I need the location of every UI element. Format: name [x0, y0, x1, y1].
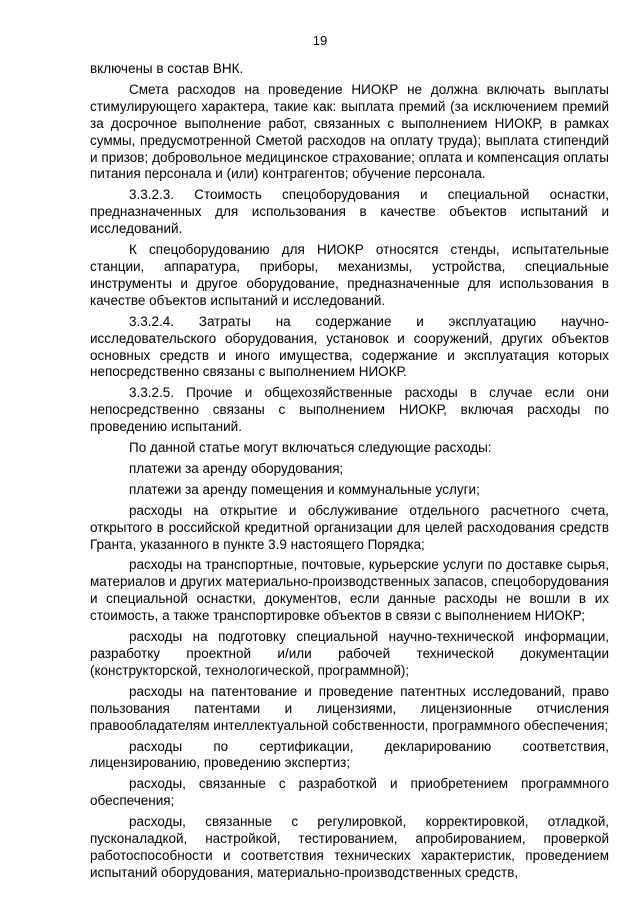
list-item: расходы на транспортные, почтовые, курьерские услуги по доставке сырья, материалов и других материально-производственных запасов, спецоборудования и специальной оснастки, документов, если данные расходы не вошли в их стоимость, а также транспортировке объектов в связи с выполнением НИОКР; — [90, 557, 609, 624]
document-body — [90, 61, 609, 886]
list-item: расходы, связанные с разработкой и приобретением программного обеспечения; — [90, 776, 609, 809]
page-number: 19 — [312, 33, 328, 48]
paragraph: К спецоборудованию для НИОКР относятся стенды, испытательные станции, аппаратура, приборы, механизмы, устройства, специальные инструменты и другое оборудование, предназначенные для использования в качестве объектов испытаний и исследований. — [90, 242, 609, 308]
list-item: расходы по сертификации, декларированию соответствия, лицензированию, проведению экспертиз; — [90, 738, 609, 771]
paragraph: 3.3.2.5. Прочие и общехозяйственные расходы в случае если они непосредственно связаны с выполнением НИОКР, включая расходы по проведению испытаний. — [90, 385, 609, 435]
paragraph: Смета расходов на проведение НИОКР не должна включать выплаты стимулирующего характера, такие как: выплата премий (за исключением премий за досрочное выполнение работ, связанных с выполнением НИОКР, в рамках суммы, предусмотренной Сметой расходов на оплату труда); выплата стипендий и призов; добровольное медицинское страхование; оплата и компенсация оплаты питания персонала и (или) контрагентов; обучение персонала. — [90, 81, 609, 182]
paragraph: По данной статье могут включаться следующие расходы: — [129, 440, 492, 456]
paragraph: включены в состав ВНК. — [90, 61, 244, 76]
list-item: расходы на открытие и обслуживание отдельного расчетного счета, открытого в российской кредитной организации для целей расходования средств Гранта, указанного в пункте 3.9 настоящего Порядка; — [90, 502, 609, 552]
list-item: расходы на подготовку специальной научно-технической информации, разработку проектной и/или рабочей технической документации (конструкторской, технологической, программной); — [90, 629, 609, 678]
list-item: расходы на патентование и проведение патентных исследований, право пользования патентами и лицензиями, лицензионные отчисления правообладателям интеллектуальной собственности, программного обеспечения; — [90, 683, 609, 733]
list-item: платежи за аренду помещения и коммунальные услуги; — [129, 481, 480, 497]
paragraph: 3.3.2.4. Затраты на содержание и эксплуатацию научно-исследовательского оборудования, установок и сооружений, других объектов основных средств и иного имущества, содержание и эксплуатация которых непосредственно связаны с выполнением НИОКР. — [90, 313, 609, 380]
list-item: платежи за аренду оборудования; — [129, 460, 344, 476]
list-item: расходы, связанные с регулировкой, корректировкой, отладкой, пусконаладкой, настройкой, тестированием, апробированием, проверкой работоспособности и соответствия технических характеристик, проведением испытаний оборудования, материально-производственных средств, — [90, 814, 609, 880]
paragraph: 3.3.2.3. Стоимость спецоборудования и специальной оснастки, предназначенных для использования в качестве объектов испытаний и исследований. — [90, 187, 609, 237]
